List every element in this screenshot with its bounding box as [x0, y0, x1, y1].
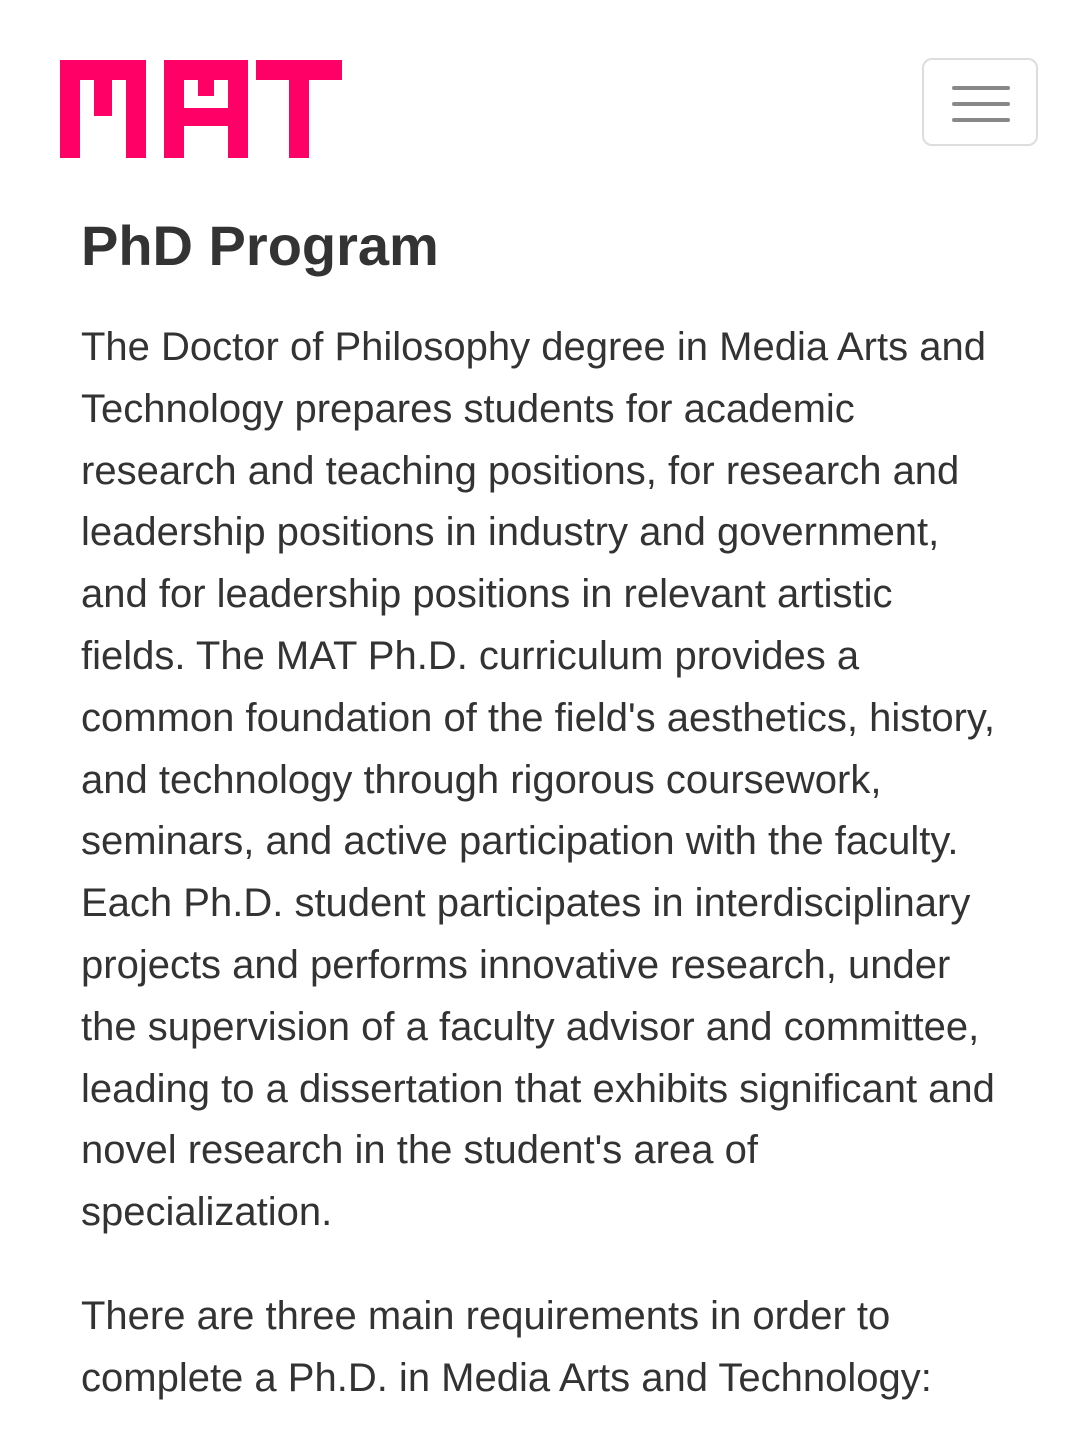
hamburger-menu-icon	[952, 102, 1010, 106]
hamburger-menu-icon	[952, 86, 1010, 90]
intro-paragraph: The Doctor of Philosophy degree in Media Arts and Technology prepares students for academic research and teaching positions, for research and leadership positions in industry and government, and for leadership positions in relevant artistic fields. The MAT Ph.D. curriculum provides a common foundation of the field's aesthetics, history, and technology through rigorous coursework, seminars, and active participation with the faculty. Each Ph.D. student participates in interdisciplinary projects and performs innovative research, under the supervision of a faculty advisor and committee, leading to a dissertation that exhibits significant and novel research in the student's area of specialization.	[81, 325, 996, 1235]
main-content	[81, 208, 1001, 1410]
requirements-intro-paragraph: There are three main requirements in order to complete a Ph.D. in Media Arts and Technology:	[81, 1293, 932, 1400]
hamburger-menu-icon	[952, 118, 1010, 122]
hamburger-menu-button[interactable]	[922, 58, 1038, 146]
page-title: PhD Program	[81, 214, 439, 277]
mat-logo-icon	[60, 58, 342, 162]
mat-logo[interactable]	[60, 58, 342, 162]
